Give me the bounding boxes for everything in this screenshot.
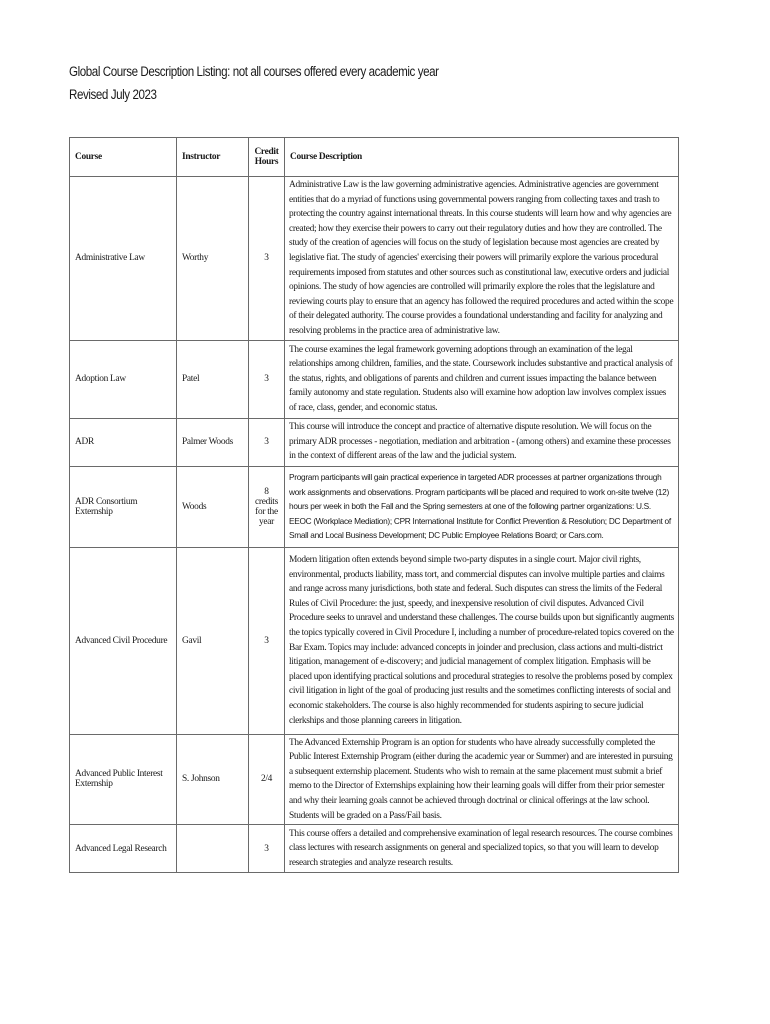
course-credits: 3 <box>249 177 285 341</box>
table-row <box>70 418 679 466</box>
course-name: Advanced Civil Procedure <box>70 547 177 734</box>
course-name: Advanced Public Interest Externship <box>70 734 177 825</box>
course-name: ADR <box>70 418 177 466</box>
table-row <box>70 177 679 341</box>
course-name: ADR Consortium Externship <box>70 466 177 547</box>
course-description: The course examines the legal framework governing adoptions through an examination of the legal relationships among children, families, and the state. Coursework includes substantive and practical analysis of the status, rights, and obligations of parents and children and current issues impacting the balance between family autonomy and state regulation. Students also will examine how adoption law involves complex issues of race, class, gender, and economic status. <box>285 340 679 418</box>
course-description: Program participants will gain practical experience in targeted ADR processes at partner organizations through work assignments and observations. Program participants will be placed and required to work on-site twelve (12) hours per week in both the Fall and the Spring semesters at one of the following partner organizations: U.S. EEOC (Workplace Mediation); CPR International Institute for Conflict Prevention & Resolution; DC Department of Small and Local Business Development; DC Public Employee Relations Board; or Cars.com. <box>285 466 679 547</box>
table-row <box>70 340 679 418</box>
course-instructor: Woods <box>177 466 249 547</box>
course-description: Administrative Law is the law governing administrative agencies. Administrative agencies are government entities that do a myriad of functions using governmental powers ranging from collecting taxes and trash to protecting the country against international threats. In this course students will learn how and why agencies are created; how they exercise their powers to carry out their regulatory duties and how they are controlled. The study of the creation of agencies will focus on the study of legislation because most agencies are created by legislative fiat. The study of agencies' exercising their powers will primarily explore the various procedural requirements imposed from statutes and other sources such as constitutional law, executive orders and judicial opinions. The study of how agencies are controlled will primarily explore the roles that the legislature and reviewing courts play to ensure that an agency has followed the required procedures and acted within the scope of their delegated authority. The course provides a foundational understanding and facility for analyzing and resolving problems in the practice area of administrative law. <box>285 177 679 341</box>
table-row <box>70 547 679 734</box>
header-instructor: Instructor <box>177 138 249 177</box>
course-credits: 3 <box>249 418 285 466</box>
table-header-row <box>70 138 679 177</box>
course-instructor: Palmer Woods <box>177 418 249 466</box>
table-row <box>70 466 679 547</box>
course-credits: 3 <box>249 340 285 418</box>
course-instructor: Gavil <box>177 547 249 734</box>
course-instructor: Patel <box>177 340 249 418</box>
course-credits: 2/4 <box>249 734 285 825</box>
header-credit-hours: Credit Hours <box>249 138 285 177</box>
header-course: Course <box>70 138 177 177</box>
course-instructor <box>177 825 249 873</box>
header-description: Course Description <box>285 138 679 177</box>
table-row <box>70 734 679 825</box>
course-name: Adoption Law <box>70 340 177 418</box>
course-description: Modern litigation often extends beyond simple two-party disputes in a single court. Major civil rights, environmental, products liability, mass tort, and commercial disputes can involve multiple parties and claims and range across many jurisdictions, both state and federal. Such disputes can stress the limits of the Federal Rules of Civil Procedure: the just, speedy, and inexpensive resolution of civil disputes. Advanced Civil Procedure seeks to unravel and understand these challenges. The course builds upon but significantly augments the topics typically covered in Civil Procedure I, including a number of procedure-related topics covered on the Bar Exam. Topics may include: advanced concepts in joinder and preclusion, class actions and multi-district litigation, management of e-discovery; and judicial management of complex litigation. Emphasis will be placed upon identifying practical solutions and procedural strategies to resolve the problems posed by complex civil litigation in light of the goal of producing just results and the sometimes conflicting interests of social and economic stakeholders. The course is also highly recommended for students aspiring to secure judicial clerkships and those planning careers in litigation. <box>285 547 679 734</box>
course-credits: 8 credits for the year <box>249 466 285 547</box>
document-title: Global Course Description Listing: not all courses offered every academic year <box>69 64 439 79</box>
course-name: Administrative Law <box>70 177 177 341</box>
document-subtitle: Revised July 2023 <box>69 87 157 102</box>
table-row <box>70 825 679 873</box>
course-table <box>69 137 679 873</box>
course-instructor: S. Johnson <box>177 734 249 825</box>
course-description: The Advanced Externship Program is an option for students who have already successfully completed the Public Interest Externship Program (either during the academic year or Summer) and are interested in pursuing a subsequent externship placement. Students who wish to remain at the same placement must submit a brief memo to the Director of Externships explaining how their learning goals will differ from their prior semester and why their learning goals cannot be achieved through doctrinal or clinical offerings at the law school. Students will be graded on a Pass/Fail basis. <box>285 734 679 825</box>
course-description: This course offers a detailed and comprehensive examination of legal research resources. The course combines class lectures with research assignments on general and specialized topics, so that you will learn to develop research strategies and analyze research results. <box>285 825 679 873</box>
course-description: This course will introduce the concept and practice of alternative dispute resolution. We will focus on the primary ADR processes - negotiation, mediation and arbitration - (among others) and examine these processes in the context of different areas of the law and the judicial system. <box>285 418 679 466</box>
course-name: Advanced Legal Research <box>70 825 177 873</box>
course-instructor: Worthy <box>177 177 249 341</box>
course-credits: 3 <box>249 825 285 873</box>
course-credits: 3 <box>249 547 285 734</box>
